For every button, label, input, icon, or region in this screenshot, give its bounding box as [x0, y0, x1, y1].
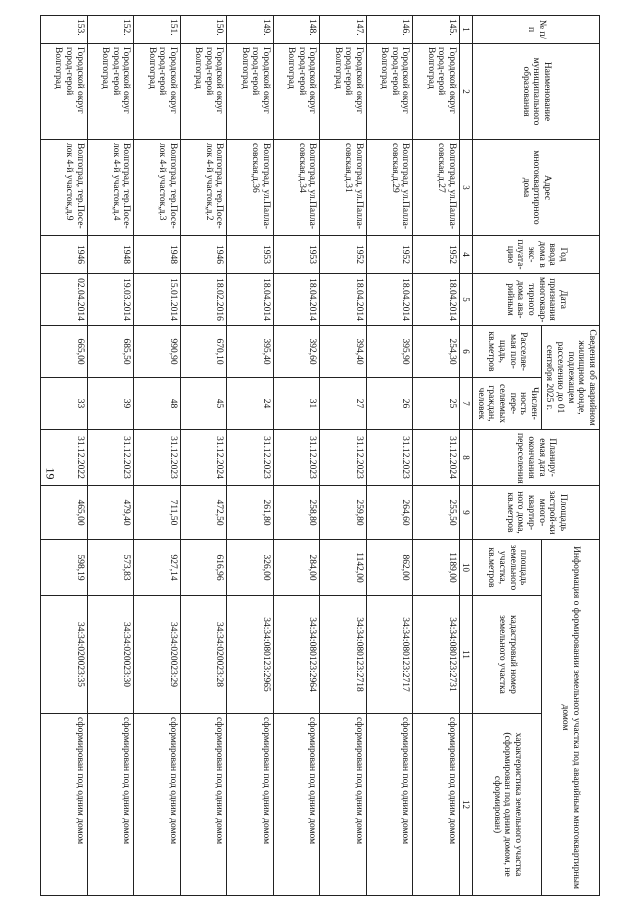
column-number: 1: [460, 16, 473, 44]
row-recognition-date: 02.04.2014: [41, 274, 88, 326]
header-num: № п/п: [473, 16, 600, 44]
row-address: Волгоград, ул.Палла-совская,д.31: [320, 140, 367, 236]
row-area: 392,60: [273, 326, 320, 378]
row-building-area: 261,80: [227, 486, 274, 540]
row-address: Волгоград, ул.Палла-совская,д.34: [273, 140, 320, 236]
header-year: Год ввода дома в экс-плуата-цию: [473, 236, 600, 274]
row-area: 395,40: [227, 326, 274, 378]
row-people: 48: [134, 378, 181, 430]
row-character: сформирован под одним домом: [87, 714, 134, 896]
row-end-date: 31.12.2023: [273, 430, 320, 486]
row-cadastral: 34:34:020023:29: [134, 596, 181, 714]
row-character: сформирован под одним домом: [366, 714, 413, 896]
column-number: 6: [460, 326, 473, 378]
row-land-area: 1142,00: [320, 540, 367, 596]
row-land-area: 284,00: [273, 540, 320, 596]
row-year: 1946: [180, 236, 227, 274]
row-cadastral: 34:34:020023:30: [87, 596, 134, 714]
table-row: [413, 16, 460, 896]
row-people: 45: [180, 378, 227, 430]
row-year: 1953: [273, 236, 320, 274]
row-building-area: 258,80: [273, 486, 320, 540]
row-num: 151.: [134, 16, 181, 44]
column-number: 8: [460, 430, 473, 486]
row-character: сформирован под одним домом: [227, 714, 274, 896]
header-building-area: Площадь застрой-ки много-квартир-ного дома, кв.метров: [473, 486, 600, 540]
row-land-area: 573,83: [87, 540, 134, 596]
row-people: 39: [87, 378, 134, 430]
row-area: 685,50: [87, 326, 134, 378]
row-year: 1953: [227, 236, 274, 274]
row-address: Волгоград, ул.Палла-совская,д.29: [366, 140, 413, 236]
row-num: 152.: [87, 16, 134, 44]
table-body: [41, 16, 460, 896]
row-address: Волгоград, ул.Палла-совская,д.27: [413, 140, 460, 236]
row-municipality: Городской округ город-герой Волгоград: [366, 44, 413, 140]
row-year: 1948: [134, 236, 181, 274]
column-number: 2: [460, 44, 473, 140]
header-address: Адрес многоквартирного дома: [473, 140, 600, 236]
row-character: сформирован под одним домом: [273, 714, 320, 896]
row-num: 145.: [413, 16, 460, 44]
page-number: 19: [43, 467, 58, 480]
row-address: Волгоград, тер.Посе-лок 4-й участок,д.4: [87, 140, 134, 236]
row-end-date: 31.12.2022: [41, 430, 88, 486]
header-area-resettled: Расселяе-мая пло-щадь, кв.метров: [473, 326, 542, 378]
row-land-area: 927,14: [134, 540, 181, 596]
row-character: сформирован под одним домом: [320, 714, 367, 896]
row-area: 990,90: [134, 326, 181, 378]
row-recognition-date: 18.04.2014: [413, 274, 460, 326]
row-num: 146.: [366, 16, 413, 44]
table-row: [134, 16, 181, 896]
row-end-date: 31.12.2023: [320, 430, 367, 486]
row-municipality: Городской округ город-герой Волгоград: [87, 44, 134, 140]
row-municipality: Городской округ город-герой Волгоград: [320, 44, 367, 140]
row-year: 1948: [87, 236, 134, 274]
row-cadastral: 34:34:080123:2717: [366, 596, 413, 714]
row-area: 395,90: [366, 326, 413, 378]
table-row: [87, 16, 134, 896]
row-municipality: Городской округ город-герой Волгоград: [413, 44, 460, 140]
row-end-date: 31.12.2024: [180, 430, 227, 486]
row-recognition-date: 18.04.2014: [366, 274, 413, 326]
row-people: 26: [366, 378, 413, 430]
row-building-area: 465,00: [41, 486, 88, 540]
column-number: 11: [460, 596, 473, 714]
row-recognition-date: 15.01.2014: [134, 274, 181, 326]
table-row: [41, 16, 88, 896]
table-header: [460, 16, 600, 896]
row-end-date: 31.12.2023: [227, 430, 274, 486]
row-year: 1952: [320, 236, 367, 274]
row-cadastral: 34:34:020023:35: [41, 596, 88, 714]
row-land-area: 862,00: [366, 540, 413, 596]
row-year: 1952: [366, 236, 413, 274]
row-recognition-date: 18.04.2014: [227, 274, 274, 326]
row-year: 1946: [41, 236, 88, 274]
row-character: сформирован под одним домом: [180, 714, 227, 896]
column-number: 7: [460, 378, 473, 430]
header-emergency-group: Сведения об аварийном жилищном фонде, подлежащем расселению до 01 сентября 2025 г.: [541, 326, 599, 430]
row-recognition-date: 19.03.2014: [87, 274, 134, 326]
table-row: [227, 16, 274, 896]
table-row: [366, 16, 413, 896]
row-area: 670,10: [180, 326, 227, 378]
row-recognition-date: 18.02.2016: [180, 274, 227, 326]
row-land-area: 1189,00: [413, 540, 460, 596]
row-cadastral: 34:34:020023:28: [180, 596, 227, 714]
table-row: [320, 16, 367, 896]
row-people: 24: [227, 378, 274, 430]
column-number: 4: [460, 236, 473, 274]
row-land-area: 598,19: [41, 540, 88, 596]
row-cadastral: 34:34:080123:2718: [320, 596, 367, 714]
row-num: 153.: [41, 16, 88, 44]
row-people: 33: [41, 378, 88, 430]
column-number: 12: [460, 714, 473, 896]
header-land-character: характеристика земельного участка (сформирован под одним домом, не сформирован): [473, 714, 542, 896]
row-end-date: 31.12.2023: [87, 430, 134, 486]
row-end-date: 31.12.2023: [134, 430, 181, 486]
header-land-area: площадь земельного участка, кв.метров: [473, 540, 542, 596]
rotated-document: [40, 15, 600, 895]
row-people: 31: [273, 378, 320, 430]
row-year: 1952: [413, 236, 460, 274]
row-address: Волгоград, ул.Палла-совская,д.36: [227, 140, 274, 236]
row-character: сформирован под одним домом: [413, 714, 460, 896]
emergency-housing-table: [40, 15, 600, 896]
column-number: 5: [460, 274, 473, 326]
header-recognition-date: Дата признания многоквар-тирного дома ава-рийным: [473, 274, 600, 326]
header-land-group: Информация о формировании земельного участка под аварийным многоквартирным домом: [541, 540, 599, 896]
row-people: 25: [413, 378, 460, 430]
row-building-area: 264,60: [366, 486, 413, 540]
header-planned-end: Планиру-емая дата окончания переселения: [473, 430, 600, 486]
column-number: 9: [460, 486, 473, 540]
header-cadastral: кадастровый номер земельного участка: [473, 596, 542, 714]
row-municipality: Городской округ город-герой Волгоград: [227, 44, 274, 140]
row-building-area: 479,40: [87, 486, 134, 540]
row-address: Волгоград, тер.Посе-лок 4-й участок,д.3: [134, 140, 181, 236]
row-cadastral: 34:34:080123:2731: [413, 596, 460, 714]
row-recognition-date: 18.04.2014: [273, 274, 320, 326]
row-character: сформирован под одним домом: [41, 714, 88, 896]
header-people-count: Числен-ность пере-селяемых граждан, человек: [473, 378, 542, 430]
row-address: Волгоград, тер.Посе-лок 4-й участок,д.9: [41, 140, 88, 236]
row-area: 254,30: [413, 326, 460, 378]
row-end-date: 31.12.2023: [366, 430, 413, 486]
row-end-date: 31.12.2024: [413, 430, 460, 486]
column-number: 10: [460, 540, 473, 596]
table-row: [273, 16, 320, 896]
row-building-area: 255,50: [413, 486, 460, 540]
row-num: 150.: [180, 16, 227, 44]
row-num: 147.: [320, 16, 367, 44]
row-num: 148.: [273, 16, 320, 44]
row-address: Волгоград, тер.Посе-лок 4-й участок,д.2: [180, 140, 227, 236]
table-row: [180, 16, 227, 896]
row-num: 149.: [227, 16, 274, 44]
row-people: 27: [320, 378, 367, 430]
row-building-area: 711,50: [134, 486, 181, 540]
row-cadastral: 34:34:080123:2964: [273, 596, 320, 714]
row-municipality: Городской округ город-герой Волгоград: [273, 44, 320, 140]
column-number: 3: [460, 140, 473, 236]
row-cadastral: 34:34:080123:2965: [227, 596, 274, 714]
row-municipality: Городской округ город-герой Волгоград: [134, 44, 181, 140]
row-municipality: Городской округ город-герой Волгоград: [41, 44, 88, 140]
row-area: 394,40: [320, 326, 367, 378]
row-land-area: 616,96: [180, 540, 227, 596]
row-building-area: 259,80: [320, 486, 367, 540]
column-number-row: [460, 16, 473, 896]
row-recognition-date: 18.04.2014: [320, 274, 367, 326]
row-land-area: 326,00: [227, 540, 274, 596]
row-municipality: Городской округ город-герой Волгоград: [180, 44, 227, 140]
row-character: сформирован под одним домом: [134, 714, 181, 896]
row-building-area: 472,50: [180, 486, 227, 540]
header-municipality: Наименование муниципального образования: [473, 44, 600, 140]
row-area: 665,00: [41, 326, 88, 378]
